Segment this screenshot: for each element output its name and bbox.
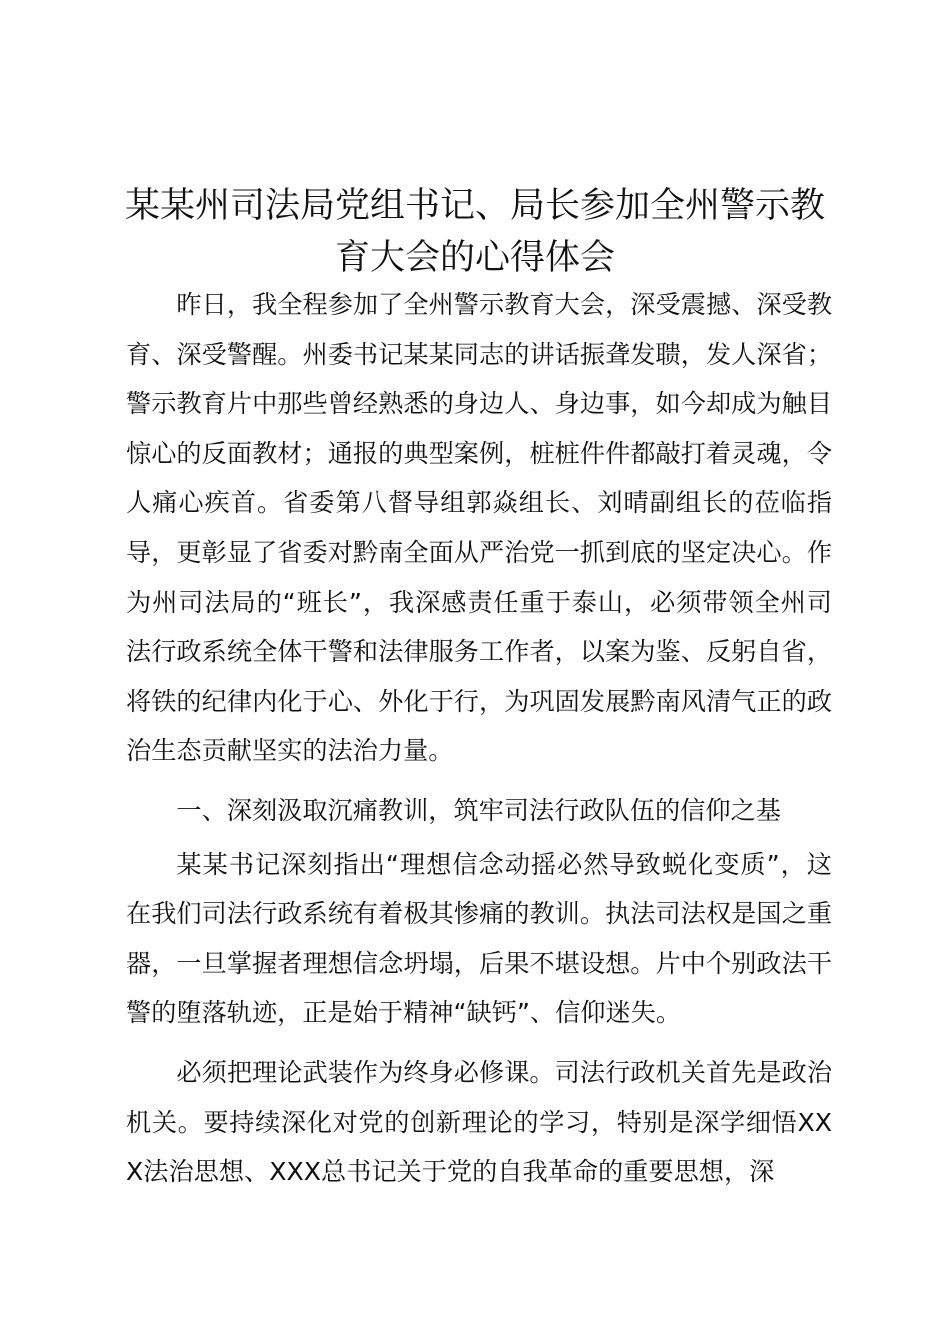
paragraph-section-1: 某某书记深刻指出“理想信念动摇必然导致蜕化变质”，这在我们司法行政系统有着极其惨痛的教训。执法司法权是国之重器，一旦掌握者理想信念坍塌，后果不堪设想。片中个别政法干警的堕落轨迹，正是始于精神“缺钙”、信仰迷失。 <box>126 849 832 1028</box>
paragraph-theory: 必须把理论武装作为终身必修课。司法行政机关首先是政治机关。要持续深化对党的创新理论的学习，特别是深学细悟XXX法治思想、XXX总书记关于党的自我革命的重要思想，深 <box>126 1057 832 1187</box>
paragraph-intro: 昨日，我全程参加了全州警示教育大会，深受震撼、深受教育、深受警醒。州委书记某某同志的讲话振聋发聩，发人深省；警示教育片中那些曾经熟悉的身边人、身边事，如今却成为触目惊心的反面教材；通报的典型案例，桩桩件件都敲打着灵魂，令人痛心疾首。省委第八督导组郭焱组长、刘晴副组长的莅临指导，更彰显了省委对黔南全面从严治党一抓到底的坚定决心。作为州司法局的“班长”，我深感责任重于泰山，必须带领全州司法行政系统全体干警和法律服务工作者，以案为鉴、反躬自省，将铁的纪律内化于心、外化于行，为巩固发展黔南风清气正的政治生态贡献坚实的法治力量。 <box>126 290 832 766</box>
section-heading-1: 一、深刻汲取沉痛教训，筑牢司法行政队伍的信仰之基 <box>176 795 781 825</box>
document-body <box>126 280 832 1197</box>
document-title: 某某州司法局党组书记、局长参加全州警示教育大会的心得体会 <box>124 186 825 278</box>
